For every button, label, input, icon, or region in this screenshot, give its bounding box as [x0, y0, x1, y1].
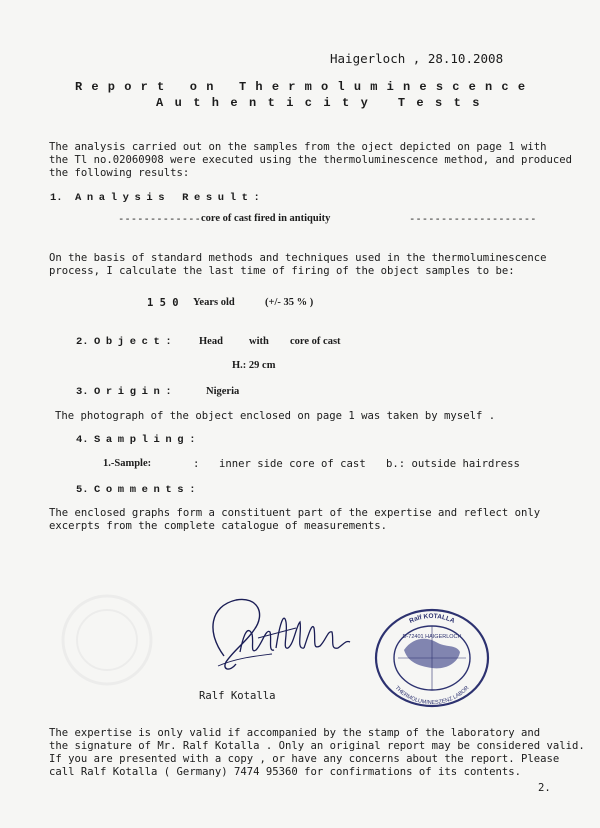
section1-heading: Analysis Result: [75, 192, 266, 204]
intro-line-2: the Tl no.02060908 were executed using the thermoluminescence method, and produced [49, 154, 572, 166]
object-dimension: H.: 29 cm [232, 360, 276, 371]
section3-number: 3. [76, 386, 89, 398]
page-number: 2. [538, 782, 551, 794]
stamp-line3: THERMOLUMINESZENZ LABOR [393, 685, 471, 707]
section2-number: 2. [76, 336, 89, 348]
sample-a: inner side core of cast [219, 458, 366, 470]
footer-line-3: If you are presented with a copy , or have any concerns about the report. Please [49, 753, 560, 765]
section4-heading: Sampling: [94, 434, 202, 446]
sample-colon: : [193, 458, 200, 470]
section5-heading: Comments: [94, 484, 202, 496]
section2-heading: Object: [94, 336, 178, 348]
section3-heading: Origin: [94, 386, 178, 398]
result-text: core of cast fired in antiquity [201, 213, 331, 224]
svg-text:Ralf KOTALLA [408, 613, 456, 625]
comments-line-2: excerpts from the complete catalogue of measurements. [49, 520, 388, 532]
age-tolerance: (+/- 35 % ) [265, 297, 314, 308]
object-value-core: core of cast [290, 336, 341, 347]
section4-number: 4. [76, 434, 89, 446]
comments-line-1: The enclosed graphs form a constituent part of the expertise and reflect only [49, 507, 541, 519]
signature-mark [196, 592, 366, 680]
photo-note: The photograph of the object enclosed on page 1 was taken by myself . [55, 410, 496, 422]
section5-number: 5. [76, 484, 89, 496]
report-title-line2: Authenticity Tests [156, 96, 491, 110]
sample-label: 1.-Sample: [103, 458, 152, 469]
laboratory-stamp [368, 598, 496, 712]
origin-value: Nigeria [206, 386, 240, 397]
intro-line-3: the following results: [49, 167, 190, 179]
section1-number: 1. [50, 192, 63, 204]
place-date: Haigerloch , 28.10.2008 [330, 51, 504, 66]
object-value-with: with [249, 336, 269, 347]
age-value: 1 5 0 [147, 297, 179, 309]
signatory-name: Ralf Kotalla [199, 690, 276, 702]
footer-line-1: The expertise is only valid if accompanied by the stamp of the laboratory and [49, 727, 541, 739]
watermark-mark [52, 585, 162, 695]
sample-b: b.: outside hairdress [386, 458, 520, 470]
footer-line-4: call Ralf Kotalla ( Germany) 7474 95360 for confirmations of its contents. [49, 766, 521, 778]
stamp-line1: Ralf KOTALLA [408, 612, 456, 625]
result-dashes-left: ------------- [118, 213, 201, 225]
stamp-line2: D-72401 HAIGERLOCH [402, 634, 462, 640]
footer-line-2: the signature of Mr. Ralf Kotalla . Only an original report may be considered valid. [49, 740, 585, 752]
object-value-head: Head [199, 336, 223, 347]
intro-line-1: The analysis carried out on the samples from the oject depicted on page 1 with [49, 141, 547, 153]
basis-line-1: On the basis of standard methods and techniques used in the thermoluminescence [49, 252, 547, 264]
age-text: Years old [193, 297, 235, 308]
result-dashes-right: -------------------- [409, 213, 537, 225]
report-title-line1: Report on Thermoluminescence [75, 80, 535, 94]
basis-line-2: process, I calculate the last time of firing of the object samples to be: [49, 265, 515, 277]
